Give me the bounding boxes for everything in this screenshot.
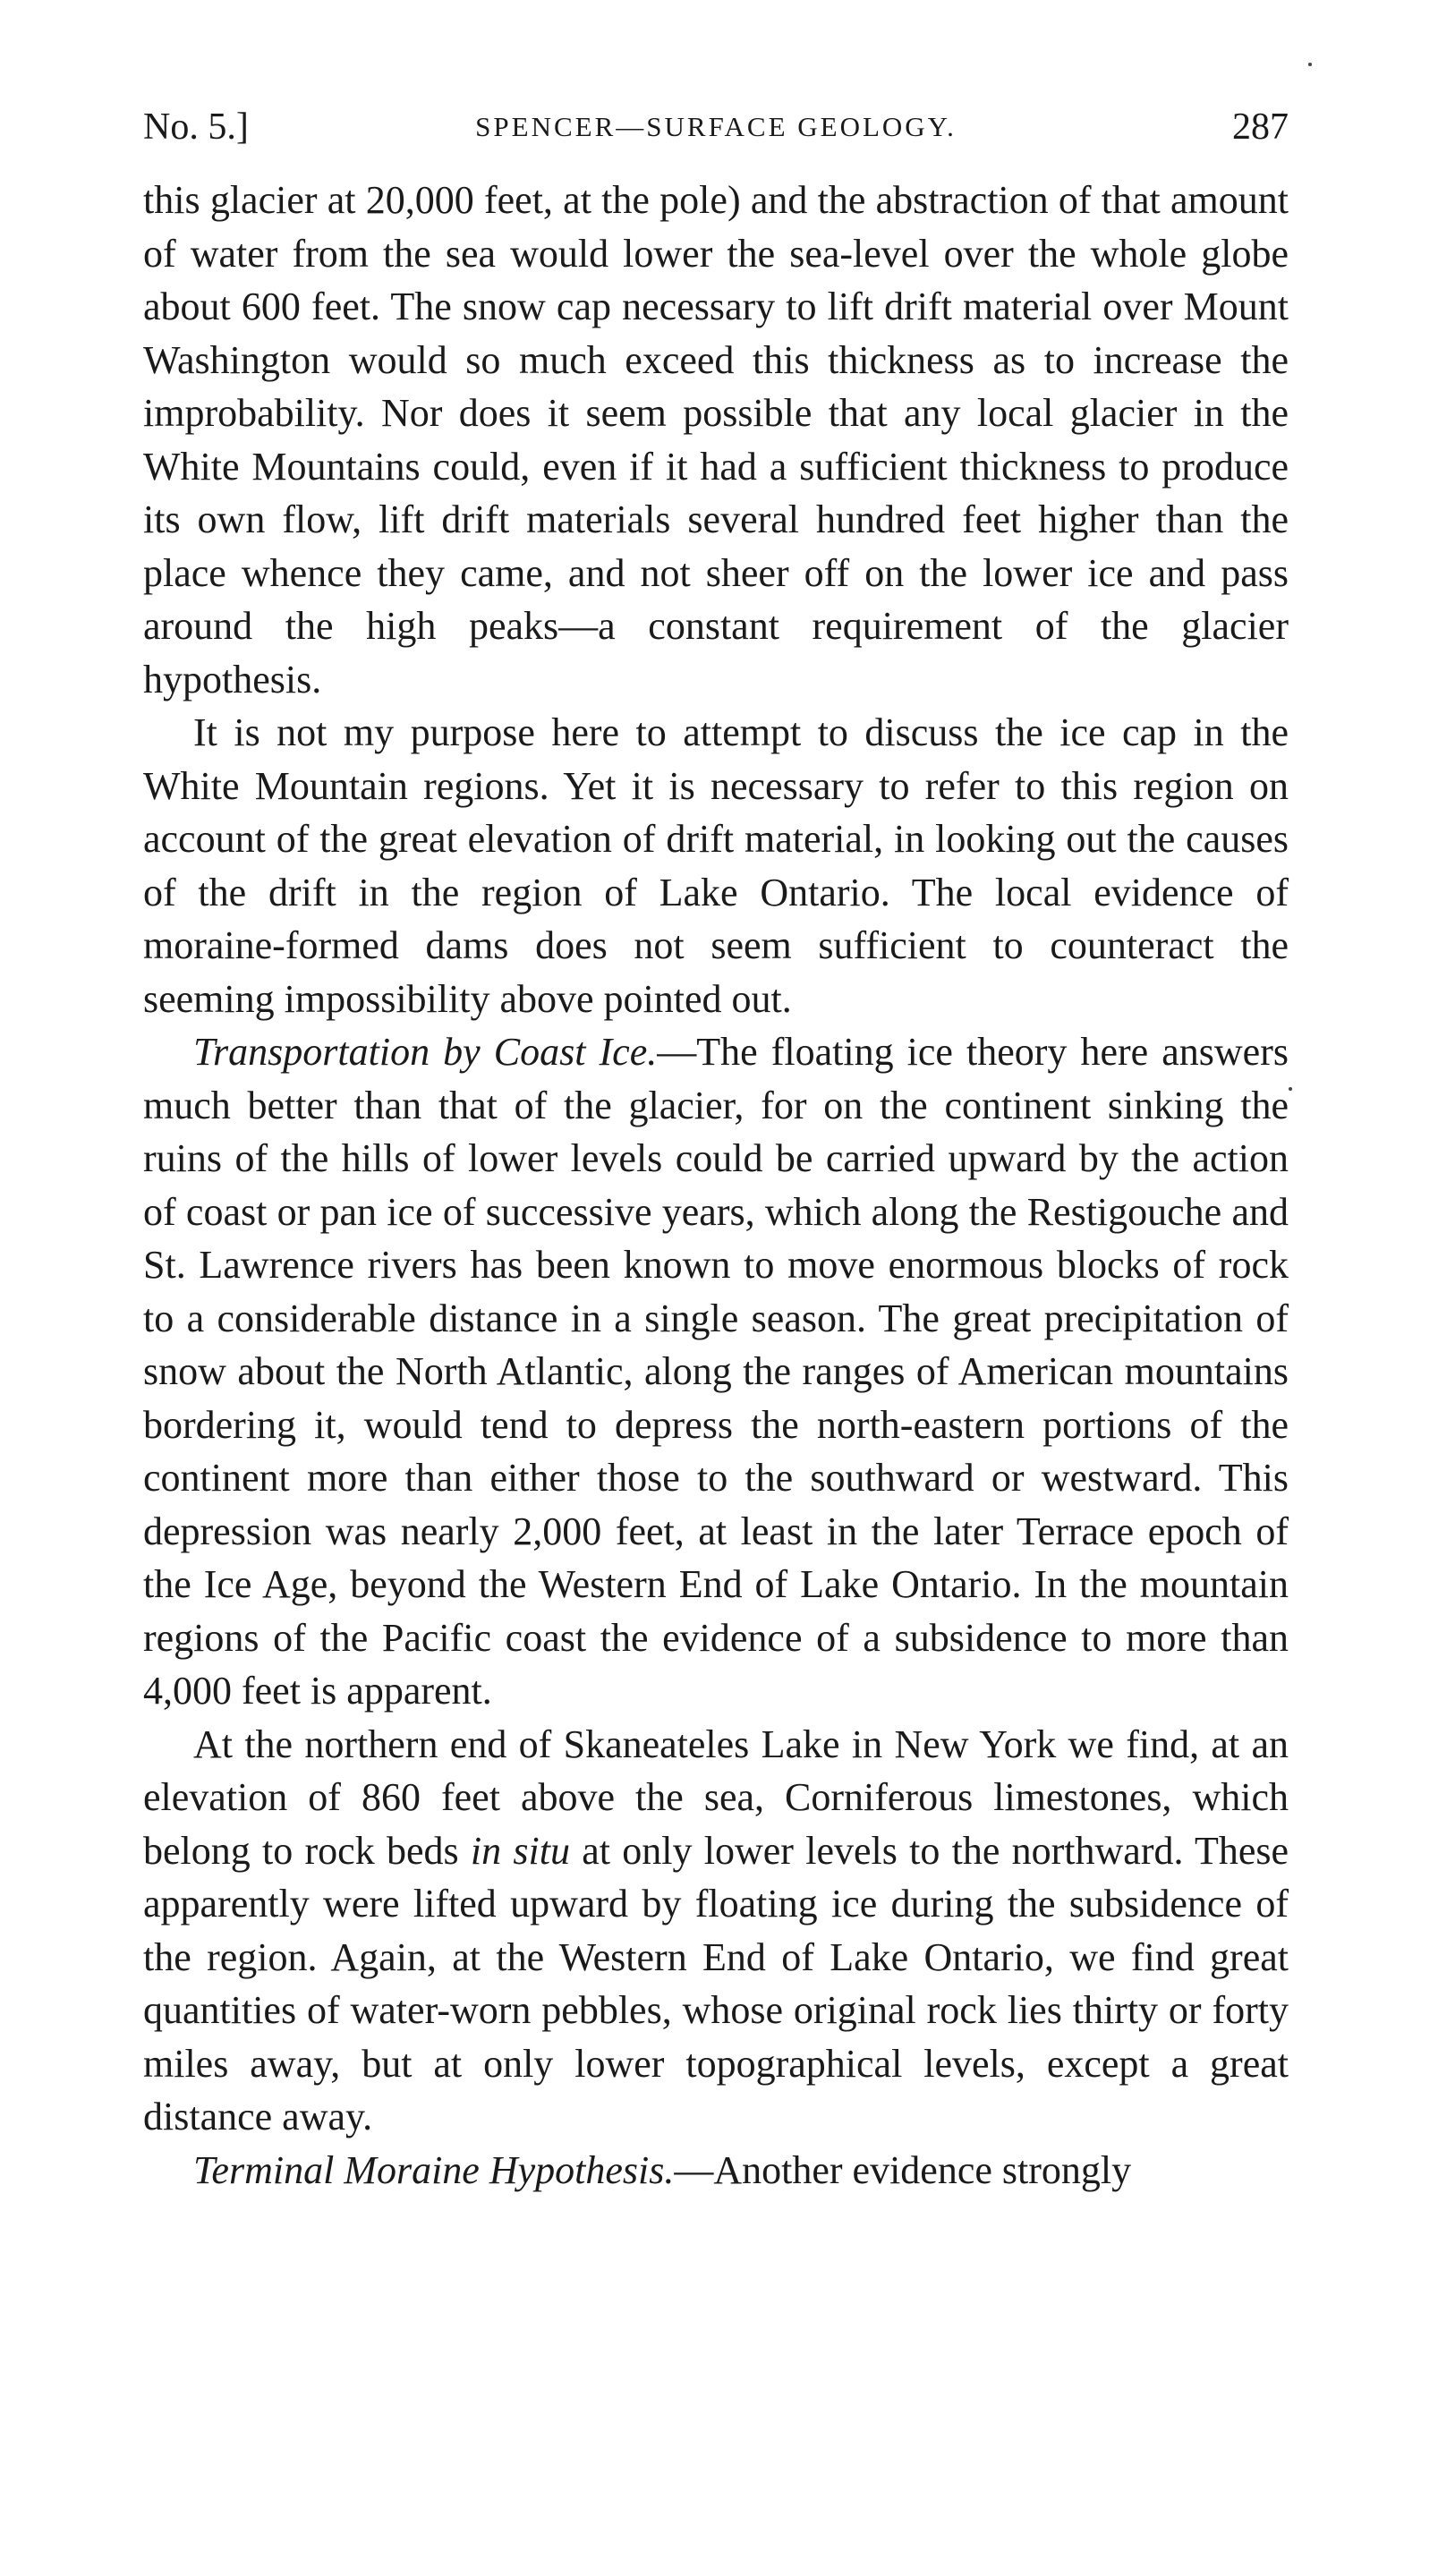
paragraph: [143, 1025, 1289, 1718]
paragraph: [143, 2144, 1289, 2198]
print-speck: [1308, 63, 1312, 66]
paragraph-text: At the northern end of Skaneateles Lake in New York we find, at an elevation of 860 feet above the sea, Corniferous limestones, which belong to rock beds: [143, 1722, 1289, 1873]
section-heading-transportation: Transportation by Coast Ice.: [193, 1030, 658, 1074]
running-header: [143, 100, 1289, 154]
issue-number: No. 5.]: [143, 106, 249, 148]
paragraph-text: —The floating ice theory here answers much better than that of the glacier, for on the continent sinking the ruins of the hills of lower levels could be carried upward by the action of coast or pan ice of successive years, which along the Restigouche and St. Lawrence rivers has been known to move enormous blocks of rock to a considerable distance in a single season. The great precipitation of snow about the North Atlantic, along the ranges of American mountains bordering it, would tend to depress the north-eastern portions of the continent more than either those to the southward or westward. This depression was nearly 2,000 feet, at least in the later Terrace epoch of the Ice Age, beyond the Western End of Lake Ontario. In the mountain regions of the Pacific coast the evidence of a subsidence to more than 4,000 feet is apparent.: [143, 1030, 1289, 1713]
paragraph: [143, 706, 1289, 1025]
body-text: [143, 174, 1289, 2197]
paragraph: [143, 174, 1289, 706]
paragraph-text: It is not my purpose here to attempt to discuss the ice cap in the White Mountain regions. Yet it is necessary to refer to this region on account of the great elevation of drift material, in looking out the causes of the drift in the region of Lake Ontario. The local evidence of moraine-formed dams does not seem sufficient to counteract the seeming impossibility above pointed out.: [143, 710, 1289, 1021]
paragraph-text: this glacier at 20,000 feet, at the pole) and the abstraction of that amount of water from the sea would lower the sea-level over the whole globe about 600 feet. The snow cap necessary to lift drift material over Mount Washington would so much exceed this thickness as to increase the improbability. Nor does it seem possible that any local glacier in the White Mountains could, even if it had a sufficient thickness to produce its own flow, lift drift materials several hundred feet higher than the place whence they came, and not sheer off on the lower ice and pass around the high peaks—a constant requirement of the glacier hypothesis.: [143, 178, 1289, 701]
book-page: [143, 100, 1289, 2197]
running-title: SPENCER—SURFACE GEOLOGY.: [475, 111, 957, 142]
page-number: 287: [1232, 106, 1289, 148]
print-speck: [1289, 1087, 1292, 1091]
paragraph: [143, 1718, 1289, 2144]
paragraph-text: at only lower levels to the northward. These apparently were lifted upward by floating ice during the subsidence of the region. Again, at the Western End of Lake Ontario, we find great quantities of water-worn pebbles, whose original rock lies thirty or forty miles away, but at only lower topographical levels, except a great distance away.: [143, 1828, 1289, 2138]
paragraph-text: —Another evidence strongly: [674, 2147, 1132, 2192]
section-heading-terminal-moraine: Terminal Moraine Hypothesis.: [193, 2147, 675, 2192]
italic-term: in situ: [470, 1828, 570, 1873]
